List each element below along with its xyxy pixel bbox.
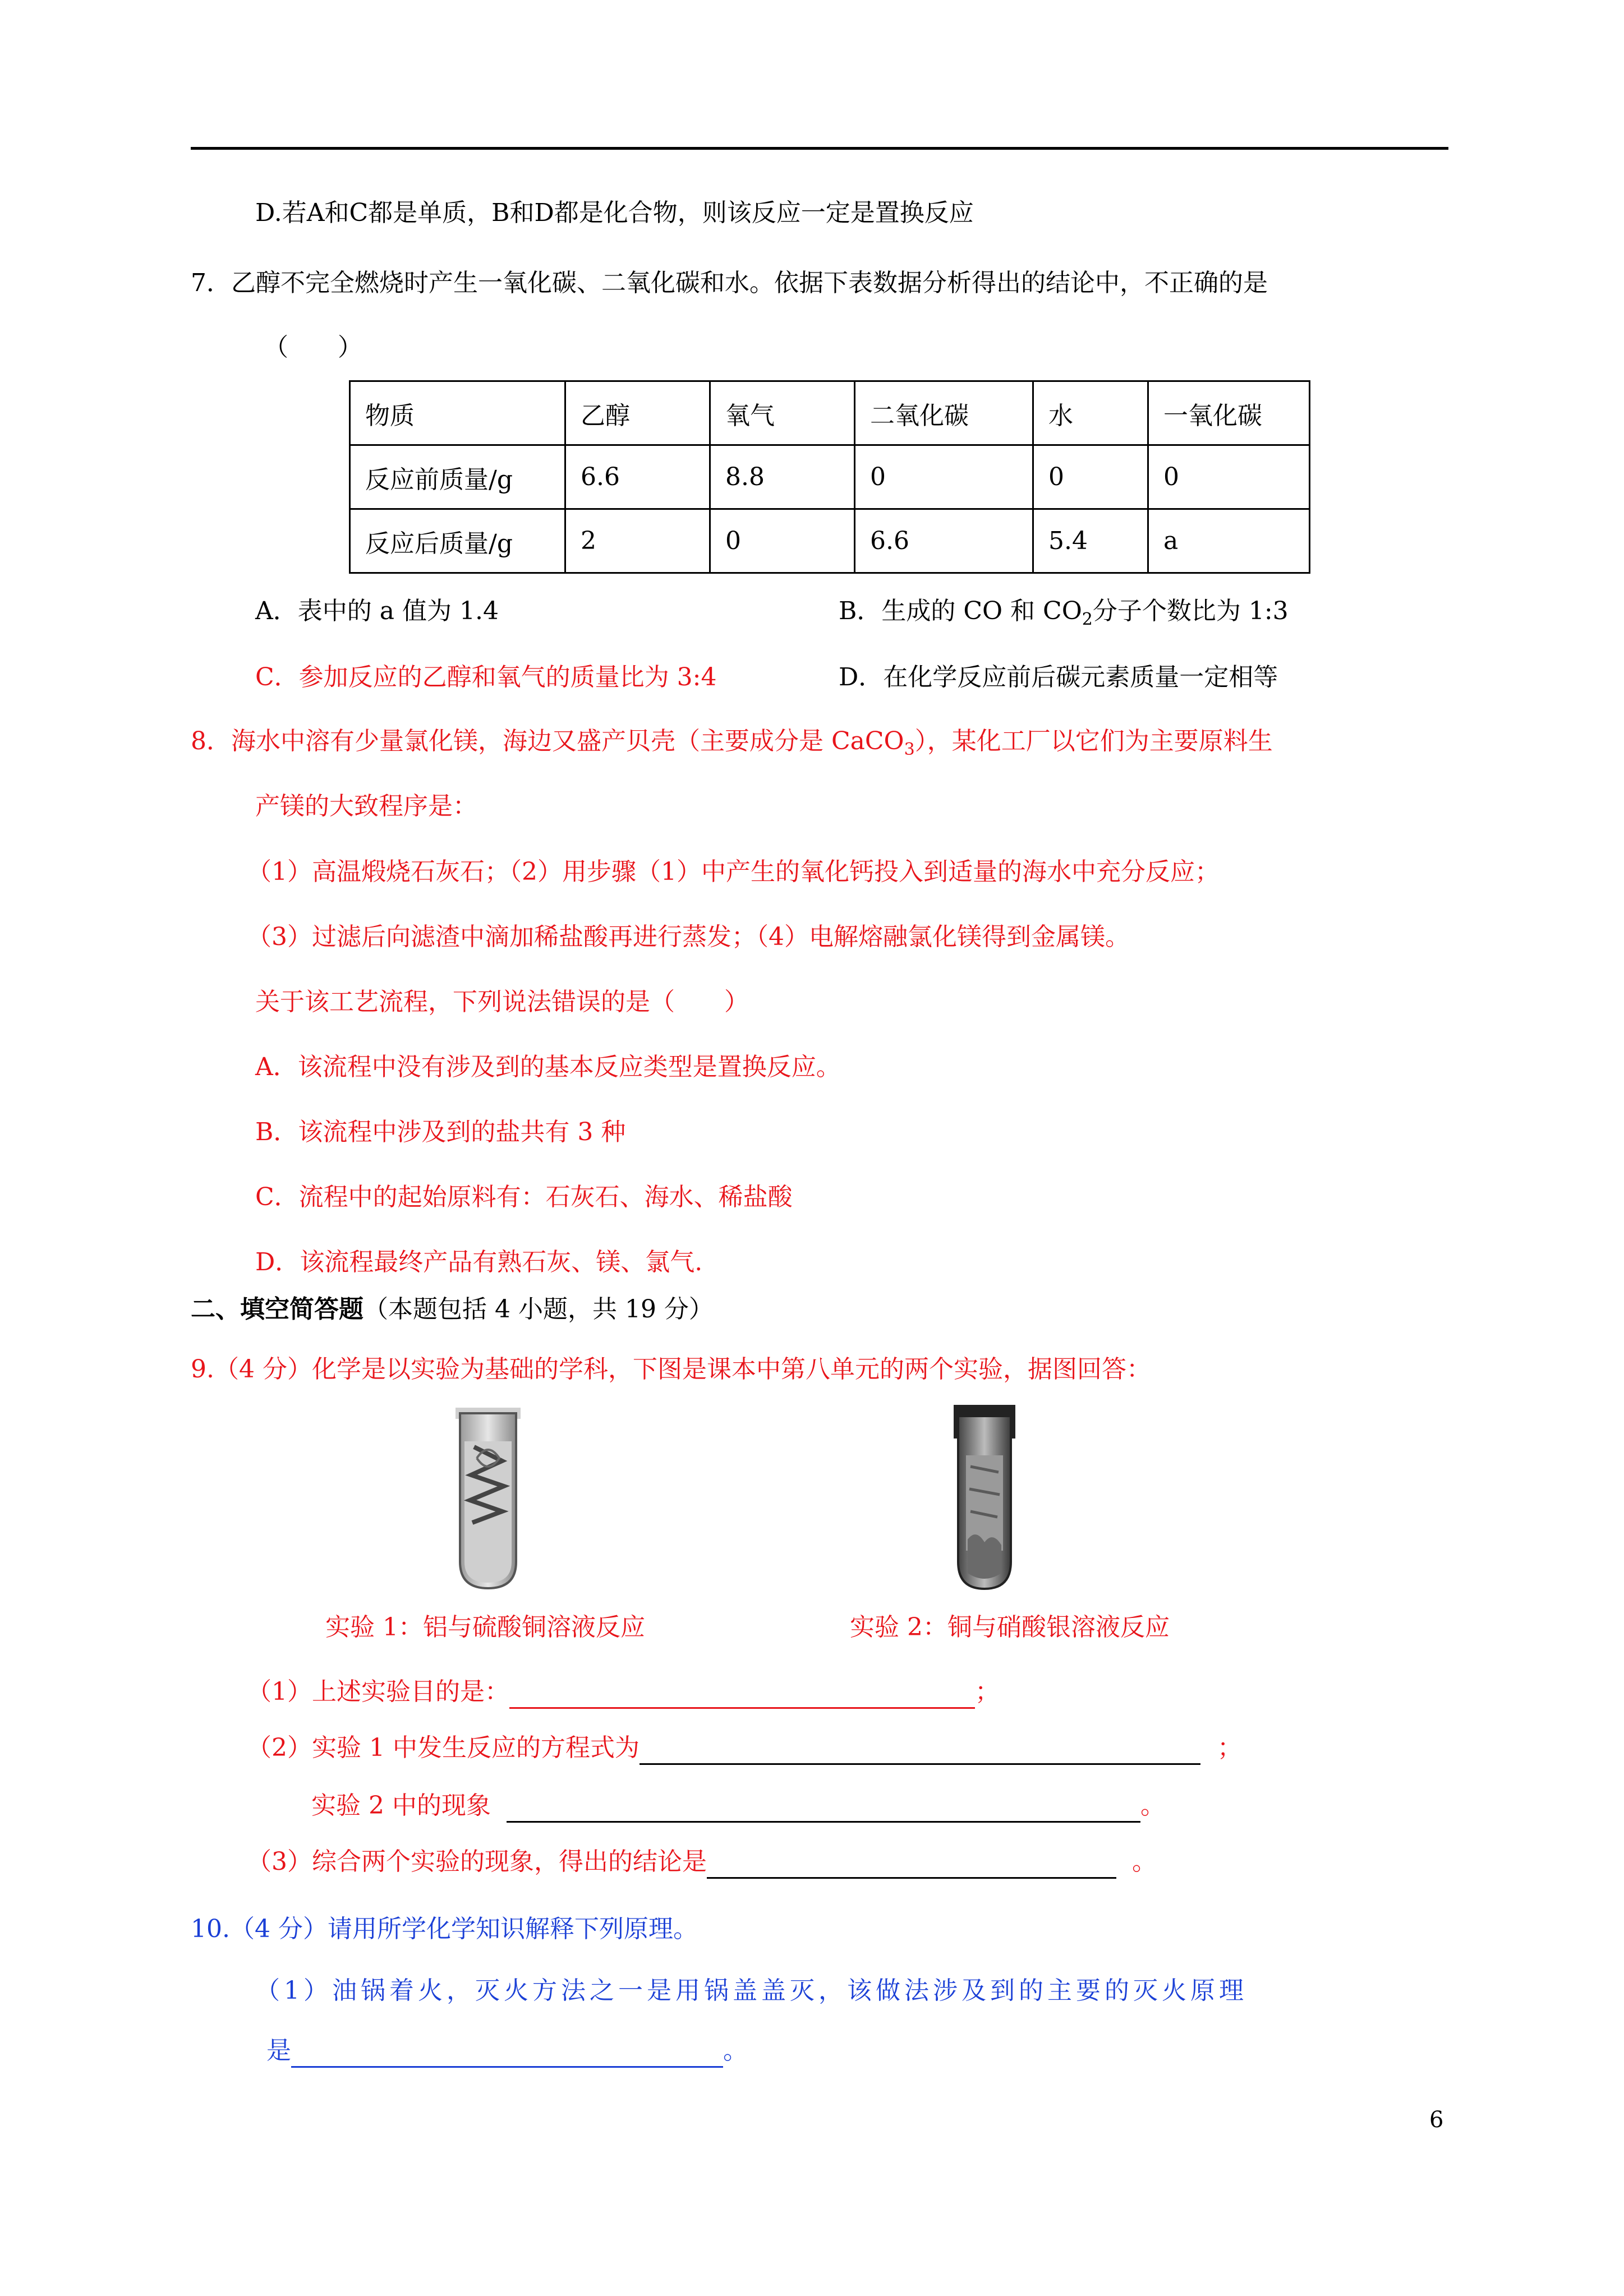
table-header-row bbox=[350, 381, 1310, 445]
q7-stem: 7．乙醇不完全燃烧时产生一氧化碳、二氧化碳和水。依据下表数据分析得出的结论中，不正确的是 bbox=[191, 269, 1268, 297]
test-tube-1-image bbox=[454, 1408, 522, 1593]
q8-option-c: C．流程中的起始原料有：石灰石、海水、稀盐酸 bbox=[255, 1183, 793, 1211]
table-row bbox=[350, 445, 1310, 509]
section-heading-bold: 二、填空简答题 bbox=[191, 1295, 364, 1324]
q9-part1 bbox=[247, 1675, 1000, 1709]
q8-stem-line2: 产镁的大致程序是： bbox=[255, 792, 477, 820]
table-cell: 反应后质量/g bbox=[350, 509, 565, 573]
q8-option-a: A．该流程中没有涉及到的基本反应类型是置换反应。 bbox=[255, 1053, 841, 1081]
q9-part2 bbox=[247, 1731, 1242, 1765]
q9-part1-end: ； bbox=[975, 1677, 1000, 1706]
q7-option-b bbox=[839, 594, 1289, 637]
q7-option-b-text: B．生成的 CO 和 CO bbox=[839, 597, 1082, 625]
table-cell: 乙醇 bbox=[565, 381, 710, 445]
q7-option-d: D．在化学反应前后碳元素质量一定相等 bbox=[839, 663, 1278, 691]
table-cell: 水 bbox=[1033, 381, 1148, 445]
table-cell: 二氧化碳 bbox=[855, 381, 1033, 445]
q8-stem-text: 8．海水中溶有少量氯化镁，海边又盛产贝壳（主要成分是 CaCO bbox=[191, 727, 904, 755]
answer-blank-q10-1[interactable] bbox=[291, 2039, 723, 2068]
experiment-2-caption: 实验 2：铜与硝酸银溶液反应 bbox=[850, 1613, 1170, 1642]
answer-blank-q9-2b[interactable] bbox=[507, 1794, 1140, 1823]
answer-blank-q9-1[interactable] bbox=[509, 1680, 975, 1709]
subscript: 2 bbox=[1082, 609, 1093, 629]
table-cell: 0 bbox=[1033, 445, 1148, 509]
table-cell: 0 bbox=[855, 445, 1033, 509]
answer-blank-q9-2[interactable] bbox=[640, 1736, 1200, 1765]
q8-stem-text-end: ），某化工厂以它们为主要原料生 bbox=[914, 727, 1273, 755]
test-tube-2-image bbox=[954, 1405, 1015, 1593]
table-cell: 2 bbox=[565, 509, 710, 573]
table-cell: 0 bbox=[1148, 445, 1310, 509]
q6-option-d: D.若A和C都是单质，B和D都是化合物，则该反应一定是置换反应 bbox=[255, 199, 974, 227]
q8-steps-1-2: （1）高温煅烧石灰石；（2）用步骤（1）中产生的氧化钙投入到适量的海水中充分反应； bbox=[247, 857, 1220, 886]
q8-steps-3-4: （3）过滤后向滤渣中滴加稀盐酸再进行蒸发；（4）电解熔融氯化镁得到金属镁。 bbox=[247, 923, 1130, 951]
q7-option-b-text-end: 分子个数比为 1:3 bbox=[1092, 597, 1289, 625]
q9-part2b bbox=[311, 1789, 1165, 1823]
answer-blank-q9-3[interactable] bbox=[707, 1850, 1116, 1879]
table-cell: 氧气 bbox=[710, 381, 855, 445]
q9-stem: 9.（4 分）化学是以实验为基础的学科，下图是课本中第八单元的两个实验，据图回答： bbox=[191, 1355, 1151, 1384]
q10-part1b-end: 。 bbox=[723, 2036, 748, 2065]
header-rule bbox=[191, 147, 1448, 150]
q7-option-a: A．表中的 a 值为 1.4 bbox=[255, 597, 499, 625]
q8-option-d: D．该流程最终产品有熟石灰、镁、氯气. bbox=[255, 1248, 703, 1276]
q8-option-b: B．该流程中涉及到的盐共有 3 种 bbox=[255, 1118, 626, 1146]
q7-answer-paren: （ ） bbox=[264, 333, 362, 362]
q9-part3-label: （3）综合两个实验的现象，得出的结论是 bbox=[247, 1847, 707, 1876]
q9-part2-label: （2）实验 1 中发生反应的方程式为 bbox=[247, 1733, 640, 1762]
q9-part2-end: ； bbox=[1217, 1733, 1242, 1762]
q10-part1: （1）油锅着火，灭火方法之一是用锅盖盖灭，该做法涉及到的主要的灭火原理 bbox=[255, 1976, 1248, 2005]
q9-part3-end: 。 bbox=[1132, 1847, 1157, 1876]
q9-part2b-label: 实验 2 中的现象 bbox=[311, 1791, 491, 1820]
subscript: 3 bbox=[904, 739, 915, 759]
table-cell: 8.8 bbox=[710, 445, 855, 509]
q7-option-c: C．参加反应的乙醇和氧气的质量比为 3:4 bbox=[255, 663, 717, 691]
q10-part1b-label: 是 bbox=[266, 2036, 291, 2065]
table-cell: 反应前质量/g bbox=[350, 445, 565, 509]
table-row bbox=[350, 509, 1310, 573]
table-cell: 0 bbox=[710, 509, 855, 573]
q8-stem-line1 bbox=[191, 725, 1273, 767]
table-cell: 6.6 bbox=[565, 445, 710, 509]
q9-part2b-end: 。 bbox=[1140, 1791, 1165, 1820]
q9-part1-label: （1）上述实验目的是： bbox=[247, 1677, 509, 1706]
q10-stem: 10.（4 分）请用所学化学知识解释下列原理。 bbox=[191, 1915, 698, 1943]
table-cell: 一氧化碳 bbox=[1148, 381, 1310, 445]
section-heading-note: （本题包括 4 小题，共 19 分） bbox=[364, 1295, 714, 1324]
table-cell: 5.4 bbox=[1033, 509, 1148, 573]
q10-part1b bbox=[266, 2034, 748, 2068]
mass-table bbox=[349, 380, 1310, 574]
table-cell: a bbox=[1148, 509, 1310, 573]
q9-part3 bbox=[247, 1845, 1157, 1879]
table-cell: 物质 bbox=[350, 381, 565, 445]
page-number: 6 bbox=[1429, 2107, 1444, 2133]
experiment-1-caption: 实验 1：铝与硫酸铜溶液反应 bbox=[325, 1613, 645, 1642]
section-heading bbox=[191, 1293, 714, 1326]
table-cell: 6.6 bbox=[855, 509, 1033, 573]
q8-question: 关于该工艺流程，下列说法错误的是（ ） bbox=[255, 988, 749, 1016]
